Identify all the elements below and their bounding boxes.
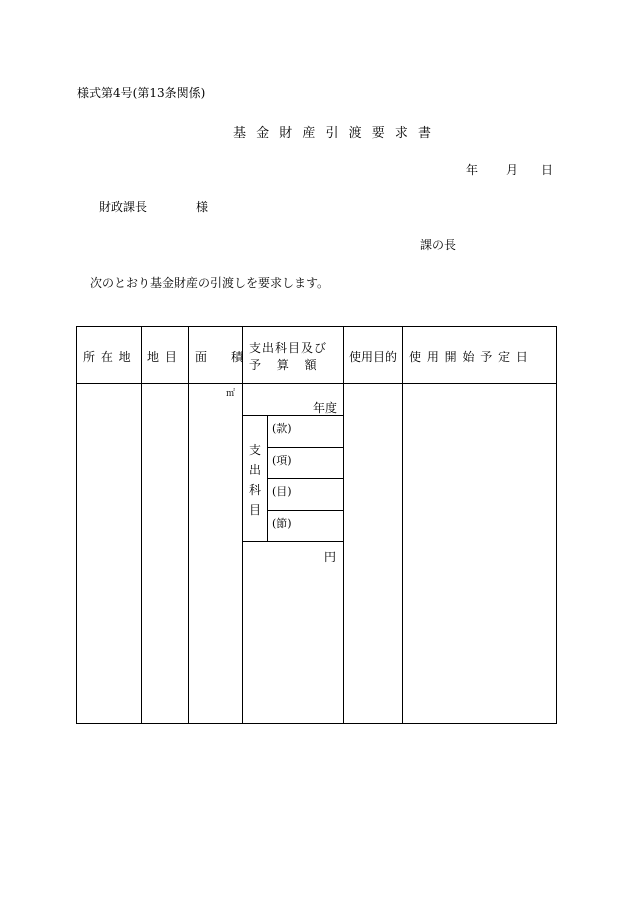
expense-item-moku: (目) [272,485,292,498]
table-border-left [76,326,77,724]
header-expense-line-1: 支出科目及び [249,341,328,355]
col-sep-5 [402,326,403,724]
header-purpose: 使用目的 [349,350,398,364]
header-location: 所 在 地 [83,350,132,364]
expense-vertical-char: 科 [248,483,261,497]
date-year-label: 年 [466,163,479,177]
date-month-label: 月 [506,163,519,177]
date-day-label: 日 [541,163,554,177]
expense-vertical-char: 支 [248,443,261,457]
yen-label: 円 [324,550,337,564]
addressee-role: 財政課長 [99,200,148,214]
expense-grid-bottom [242,541,343,542]
request-statement: 次のとおり基金財産の引渡しを要求します。 [90,276,330,290]
expense-vertical-char: 目 [248,503,261,517]
addressee-honorific: 様 [196,200,209,214]
requester-label: 課の長 [420,238,457,252]
header-start-date: 使 用 開 始 予 定 日 [409,350,529,364]
form-number: 様式第4号(第13条関係) [77,86,206,100]
expense-grid-row-3 [267,510,343,511]
table-border-bottom [76,723,557,724]
expense-vertical-char: 出 [248,463,261,477]
expense-item-kou: (項) [272,454,292,467]
table-header-divider [76,383,557,384]
col-sep-4 [343,326,344,724]
table-border-right [556,326,557,724]
col-sep-1 [141,326,142,724]
expense-grid-row-2 [267,478,343,479]
document-title: 基 金 財 産 引 渡 要 求 書 [233,126,435,141]
table-border-top [76,326,557,327]
col-sep-2 [188,326,189,724]
expense-grid-row-1 [267,447,343,448]
expense-item-kan: (款) [272,422,292,435]
expense-item-setsu: (節) [272,517,292,530]
area-unit: ㎡ [226,389,236,399]
header-expense-line-2: 予 算 額 [249,358,317,372]
fiscal-year-label: 年度 [313,401,338,415]
col-sep-3 [242,326,243,724]
expense-grid-inner-vertical [267,415,268,542]
header-area: 面 積 [195,350,244,364]
header-land-category: 地 目 [147,350,178,364]
